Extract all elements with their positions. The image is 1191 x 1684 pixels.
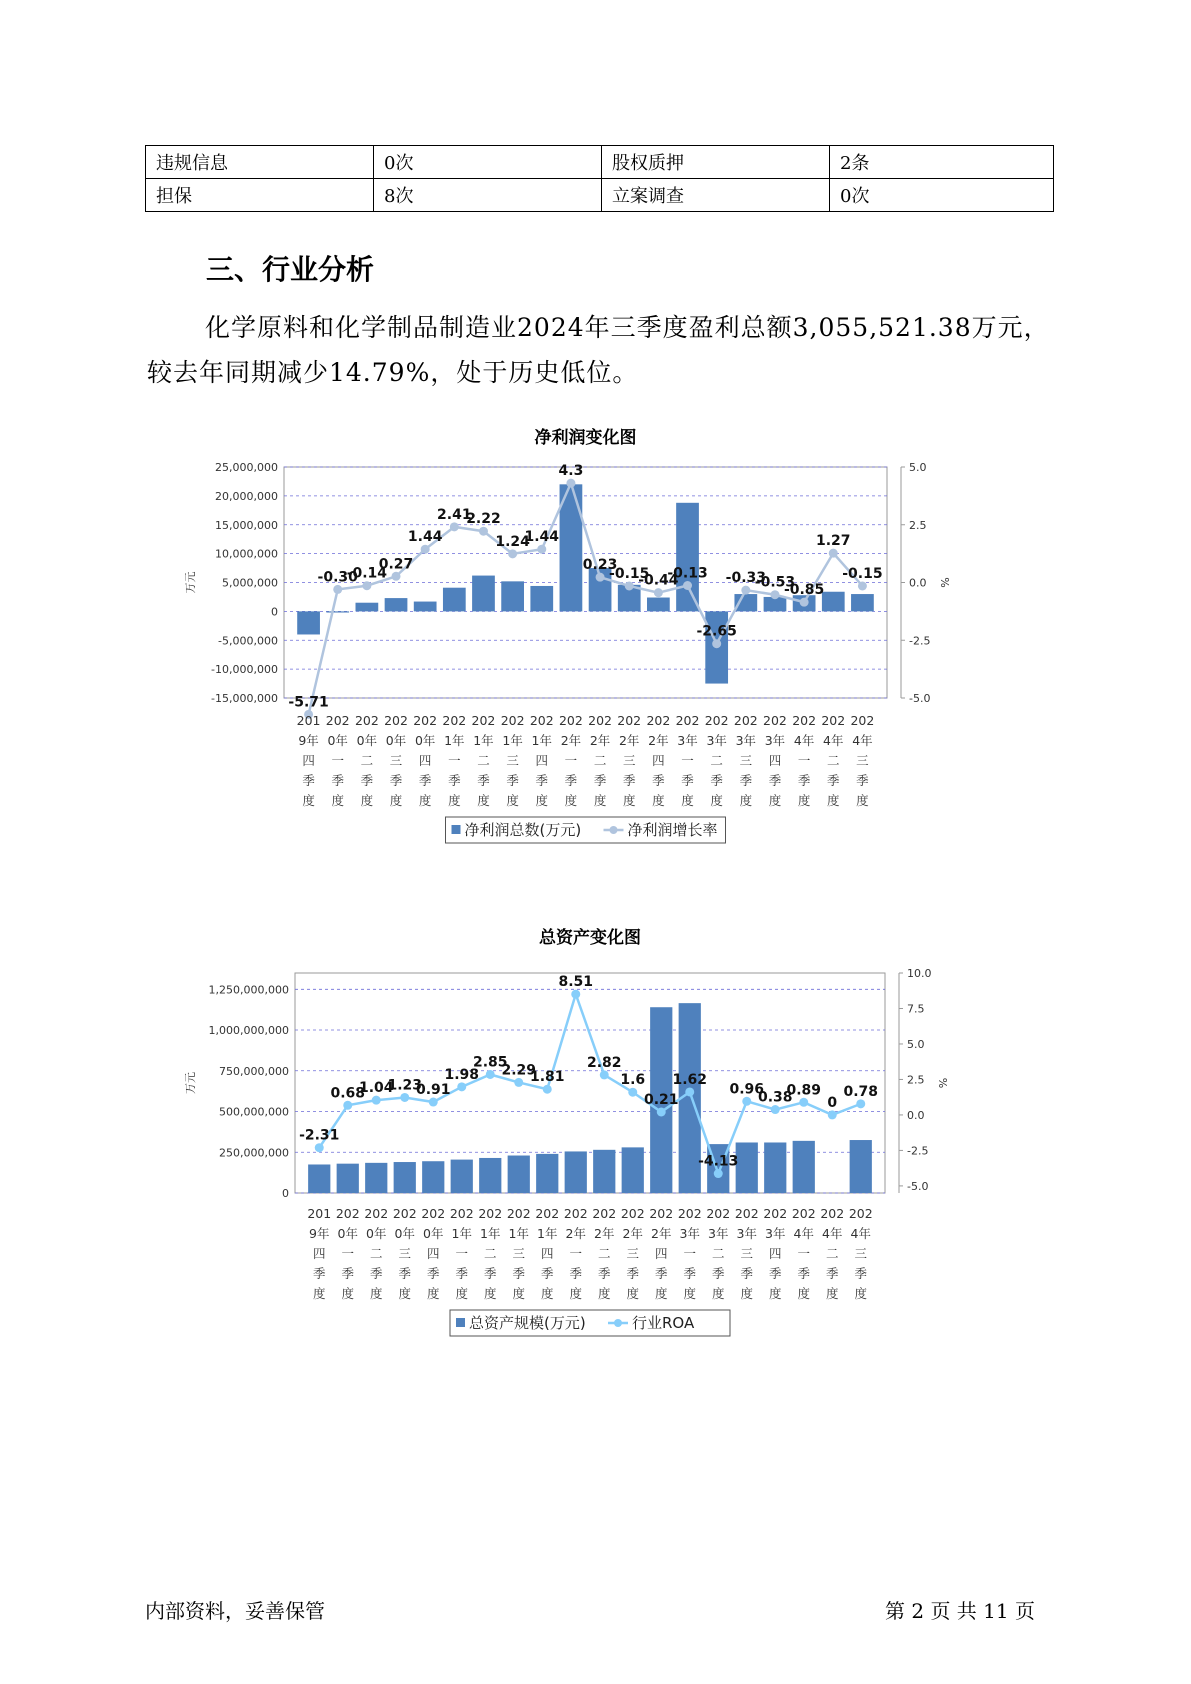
line-point [343, 1101, 352, 1110]
line-point [657, 1107, 666, 1116]
data-label: 2.29 [501, 1062, 537, 1079]
bar [536, 1154, 558, 1193]
net-profit-chart [180, 425, 1040, 870]
line-point [486, 1070, 495, 1079]
y2-tick-label: 7.5 [907, 1002, 925, 1016]
bar [297, 611, 320, 634]
chart-legend [446, 817, 726, 843]
bar [308, 1164, 330, 1193]
data-label: 2.41 [437, 506, 472, 523]
data-label: 8.51 [558, 974, 594, 991]
line-point [333, 585, 342, 594]
x-tick-label: 202 1年一季度 [449, 1206, 474, 1301]
y2-tick-label: -2.5 [907, 1144, 929, 1158]
bar [479, 1158, 501, 1193]
y-tick-label: 20,000,000 [215, 489, 278, 503]
data-label: 0.38 [757, 1089, 793, 1106]
bar [822, 592, 845, 612]
line-point [685, 1087, 694, 1096]
data-label: 0.96 [729, 1081, 765, 1098]
y-tick-label: 1,000,000,000 [208, 1024, 289, 1038]
bar [356, 603, 379, 612]
data-label: 0.78 [843, 1083, 879, 1100]
line-point [362, 581, 371, 590]
data-label: -0.13 [667, 565, 708, 582]
data-label: -0.53 [754, 574, 796, 591]
x-tick-label: 202 3年三季度 [734, 1206, 759, 1301]
data-label: 1.24 [495, 533, 530, 550]
data-label: 1.04 [358, 1080, 394, 1097]
y-tick-label: 15,000,000 [215, 518, 278, 532]
line-point [315, 1143, 324, 1152]
x-tick-label: 202 2年四季度 [649, 1206, 674, 1301]
y-tick-label: -10,000,000 [211, 663, 278, 677]
data-label: 0.23 [582, 557, 618, 574]
line-point [450, 522, 459, 531]
bar [508, 1156, 530, 1193]
y2-axis-label: % [937, 1077, 950, 1089]
data-label: 0.68 [330, 1085, 366, 1102]
line-point [741, 586, 750, 595]
y-tick-label: 250,000,000 [219, 1146, 289, 1160]
x-tick-label: 202 3年二季度 [706, 1206, 731, 1301]
bar [851, 594, 874, 611]
x-tick-label: 202 4年一季度 [792, 713, 817, 808]
x-tick-label: 202 4年二季度 [821, 713, 846, 808]
y2-tick-label: 5.0 [907, 1037, 925, 1051]
line-point [628, 1088, 637, 1097]
x-tick-label: 202 4年三季度 [850, 713, 875, 808]
y2-tick-label: 10.0 [907, 967, 932, 980]
y2-tick-label: -5.0 [907, 1179, 929, 1193]
bar [337, 1164, 359, 1193]
bar [736, 1142, 758, 1193]
line-point [770, 590, 779, 599]
legend-swatch-bar [452, 825, 461, 834]
x-tick-label: 202 2年二季度 [588, 713, 613, 808]
x-tick-label: 202 1年二季度 [478, 1206, 503, 1301]
table-cell: 8次 [374, 179, 602, 212]
data-label: -4.13 [698, 1153, 739, 1170]
data-label: 1.44 [407, 529, 443, 546]
chart-svg [180, 925, 1040, 1370]
y-tick-label: 750,000,000 [219, 1064, 289, 1078]
line-point [571, 990, 580, 999]
chart-legend [450, 1310, 730, 1336]
y-tick-label: 5,000,000 [222, 576, 278, 590]
line-point [596, 573, 605, 582]
bar [565, 1151, 587, 1193]
x-tick-label: 202 0年三季度 [392, 1206, 417, 1301]
line-point [654, 588, 663, 597]
legend-entry: 总资产规模(万元) [469, 1314, 586, 1332]
data-label: -0.14 [346, 565, 388, 582]
bar [443, 588, 466, 612]
legend-entry: 净利润增长率 [627, 821, 718, 839]
data-label: 2.85 [472, 1054, 508, 1071]
table-cell: 0次 [374, 146, 602, 179]
x-tick-label: 202 0年二季度 [364, 1206, 389, 1301]
x-tick-label: 202 2年二季度 [592, 1206, 617, 1301]
line-point [372, 1096, 381, 1105]
data-label: 1.6 [620, 1072, 646, 1089]
data-label: 4.3 [558, 463, 584, 480]
line-point [712, 639, 721, 648]
line-point [714, 1169, 723, 1178]
y-tick-label: -15,000,000 [211, 692, 278, 705]
line-point [514, 1078, 523, 1087]
line-point [829, 549, 838, 558]
line-point [543, 1085, 552, 1094]
line-point [508, 549, 517, 558]
line-point [858, 581, 867, 590]
y2-tick-label: 0.0 [909, 576, 927, 590]
data-label: 2.82 [586, 1054, 622, 1071]
y-tick-label: 0 [271, 605, 278, 619]
x-tick-label: 202 3年四季度 [763, 713, 787, 808]
x-tick-label: 202 3年一季度 [677, 1206, 702, 1301]
x-tick-label: 202 4年三季度 [848, 1206, 873, 1301]
x-tick-label: 202 3年一季度 [675, 713, 700, 808]
line-point [429, 1098, 438, 1107]
data-label: 2.22 [466, 511, 501, 528]
x-tick-label: 201 9年四季度 [307, 1206, 332, 1301]
x-tick-label: 201 9年四季度 [296, 713, 321, 808]
bar [676, 503, 699, 612]
line-point [421, 545, 430, 554]
table-row [146, 179, 1054, 212]
line-point [800, 598, 809, 607]
line-point [683, 581, 692, 590]
y2-tick-label: 0.0 [907, 1108, 925, 1122]
x-tick-label: 202 1年三季度 [506, 1206, 531, 1301]
x-tick-label: 202 1年四季度 [529, 713, 554, 808]
x-tick-label: 202 0年三季度 [384, 713, 408, 808]
x-tick-label: 202 2年四季度 [646, 713, 671, 808]
x-tick-label: 202 2年一季度 [558, 713, 583, 808]
footer-confidential: 内部资料，妥善保管 [145, 1599, 325, 1623]
table-cell: 立案调查 [602, 179, 830, 212]
line-point [828, 1110, 837, 1119]
bar [850, 1140, 872, 1193]
x-tick-label: 202 1年二季度 [471, 713, 496, 808]
bar [622, 1147, 644, 1193]
line-point [457, 1082, 466, 1091]
y-tick-label: 1,250,000,000 [208, 983, 289, 997]
table-cell: 违规信息 [146, 146, 374, 179]
x-tick-label: 202 1年一季度 [442, 713, 467, 808]
table-cell: 股权质押 [602, 146, 830, 179]
footer-page-number: 第 2 页 共 11 页 [885, 1599, 1035, 1623]
x-tick-label: 202 0年四季度 [421, 1206, 446, 1301]
x-tick-label: 202 3年二季度 [704, 713, 729, 808]
bar [394, 1162, 416, 1193]
line-point [537, 545, 546, 554]
bar [793, 1141, 815, 1193]
x-tick-label: 202 0年二季度 [354, 713, 379, 808]
data-label: 0.27 [378, 556, 414, 573]
data-label: 1.98 [444, 1066, 480, 1083]
y-axis-label: 万元 [184, 571, 197, 594]
x-tick-label: 202 0年一季度 [335, 1206, 360, 1301]
data-label: 0.21 [643, 1091, 679, 1108]
x-tick-label: 202 2年三季度 [620, 1206, 645, 1301]
x-tick-label: 202 2年一季度 [563, 1206, 588, 1301]
line-point [625, 581, 634, 590]
x-tick-label: 202 4年一季度 [791, 1206, 816, 1301]
bar [414, 602, 437, 612]
bar [501, 581, 524, 611]
legend-entry: 行业ROA [632, 1314, 695, 1332]
y2-tick-label: 2.5 [909, 518, 927, 532]
table-row [146, 146, 1054, 179]
data-label: -0.15 [842, 565, 883, 582]
line-point [799, 1098, 808, 1107]
data-label: -2.65 [696, 623, 737, 640]
data-label: 1.81 [529, 1069, 565, 1086]
y2-tick-label: 2.5 [907, 1073, 925, 1087]
chart-title: 净利润变化图 [534, 428, 637, 448]
bar [472, 576, 495, 612]
data-label: -2.31 [299, 1127, 340, 1144]
x-tick-label: 202 1年四季度 [535, 1206, 560, 1301]
y-tick-label: 10,000,000 [215, 547, 278, 561]
line-point [479, 527, 488, 536]
x-tick-label: 202 1年三季度 [500, 713, 525, 808]
data-label: 0.91 [415, 1082, 451, 1099]
chart-title: 总资产变化图 [539, 928, 641, 948]
info-table [145, 145, 1054, 212]
table-cell: 担保 [146, 179, 374, 212]
y2-tick-label: 5.0 [909, 461, 927, 474]
y-axis-label: 万元 [184, 1072, 197, 1094]
data-label: 0.89 [786, 1082, 822, 1099]
table-cell: 2条 [830, 146, 1054, 179]
bar [593, 1150, 615, 1193]
data-label: -0.44 [638, 572, 679, 589]
data-label: 0 [827, 1094, 838, 1111]
legend-entry: 净利润总数(万元) [464, 821, 582, 839]
data-label: 1.27 [816, 533, 851, 550]
x-tick-label: 202 2年三季度 [617, 713, 642, 808]
data-label: 1.44 [524, 529, 560, 546]
y-tick-label: -5,000,000 [218, 634, 278, 648]
bar [647, 598, 670, 612]
data-label: 1.62 [672, 1071, 708, 1088]
bar [422, 1161, 444, 1193]
data-label: -0.15 [609, 565, 650, 582]
x-tick-label: 202 3年四季度 [763, 1206, 788, 1301]
chart-svg [180, 425, 1040, 870]
bar [385, 598, 408, 611]
bar [451, 1160, 473, 1193]
y-tick-label: 500,000,000 [219, 1105, 289, 1119]
line-point [392, 572, 401, 581]
line-point [566, 479, 575, 488]
y-tick-label: 0 [282, 1187, 289, 1200]
bar [764, 1142, 786, 1193]
bar [530, 586, 553, 611]
table-cell: 0次 [830, 179, 1054, 212]
line-point [600, 1070, 609, 1079]
bar [326, 611, 349, 612]
data-label: 1.23 [387, 1077, 423, 1094]
x-tick-label: 202 0年四季度 [413, 713, 438, 808]
line-point [742, 1097, 751, 1106]
data-label: -0.85 [783, 582, 825, 599]
analysis-paragraph: 化学原料和化学制品制造业2024年三季度盈利总额3,055,521.38万元，较去年同期减少14.79%，处于历史低位。 [147, 313, 1050, 387]
data-label: -0.33 [725, 570, 767, 587]
legend-swatch-bar [456, 1318, 465, 1327]
data-label: -5.71 [288, 694, 329, 711]
line-point [856, 1099, 865, 1108]
x-tick-label: 202 4年二季度 [820, 1206, 845, 1301]
line-point [771, 1105, 780, 1114]
x-tick-label: 202 0年一季度 [325, 713, 350, 808]
data-label: -0.30 [317, 569, 358, 586]
line-point [400, 1093, 409, 1102]
x-tick-label: 202 3年三季度 [733, 713, 758, 808]
y2-tick-label: -5.0 [909, 692, 931, 705]
y2-tick-label: -2.5 [909, 634, 931, 648]
y2-axis-label: % [939, 577, 952, 588]
total-assets-chart [180, 925, 1040, 1370]
bar [365, 1163, 387, 1193]
section-title: 三、行业分析 [206, 253, 375, 286]
y-tick-label: 25,000,000 [215, 461, 278, 474]
